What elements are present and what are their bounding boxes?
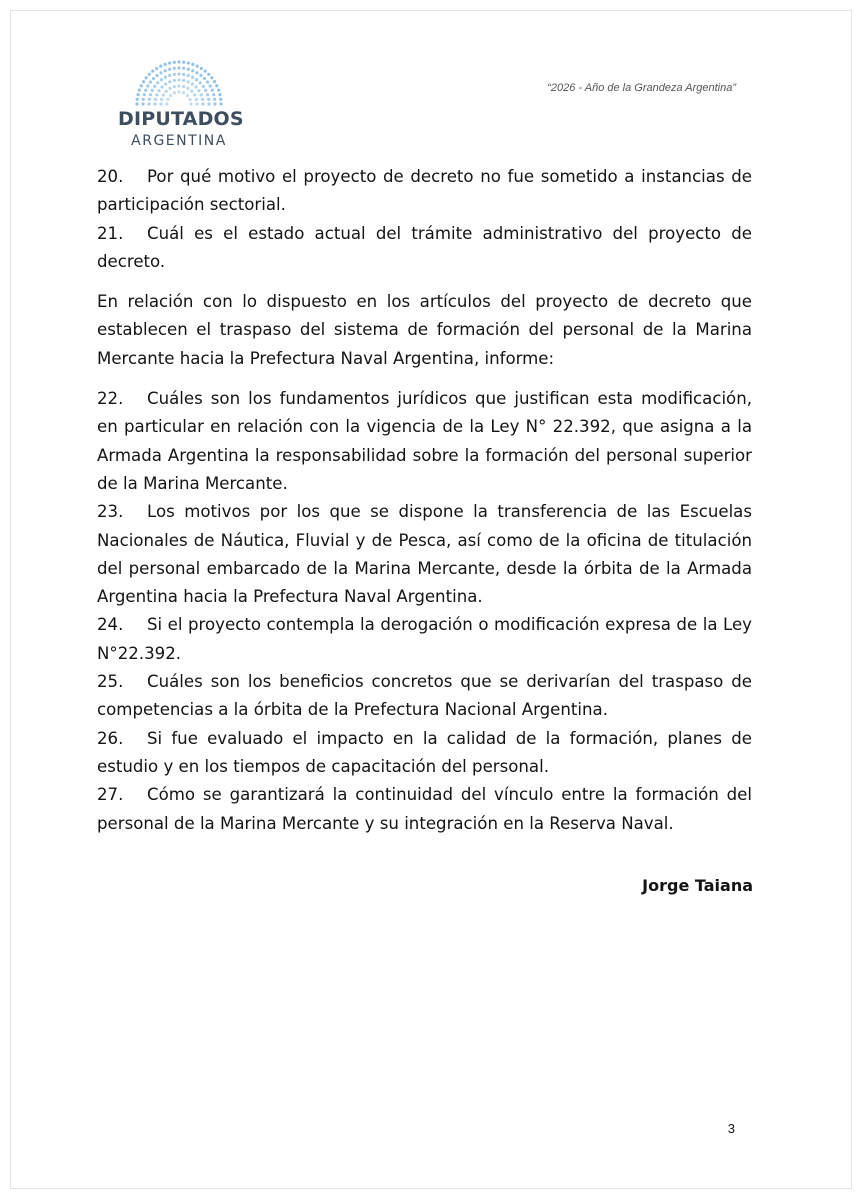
logo-dot bbox=[151, 89, 154, 92]
logo-dot bbox=[199, 74, 202, 77]
logo-dot bbox=[206, 93, 209, 96]
logo-dot bbox=[159, 102, 162, 105]
header-motto: “2026 - Año de la Grandeza Argentina” bbox=[547, 82, 736, 94]
logo-dot bbox=[173, 79, 176, 82]
logo-dot bbox=[199, 81, 202, 84]
logo-dot bbox=[168, 74, 171, 77]
logo-dot bbox=[201, 102, 204, 105]
hemicycle-icon bbox=[134, 58, 224, 106]
intro-paragraph: En relación con lo dispuesto en los artículos del proyecto de decreto que establecen el traspaso del sistema de formación del personal de la Marina Mercante hacia la Prefectura Naval Argentina, informe: bbox=[97, 292, 752, 368]
logo-dot bbox=[177, 60, 180, 63]
logo-dot bbox=[195, 71, 198, 74]
item-text: Cuáles son los fundamentos jurídicos que justifican esta modificación, en particular en relación con la vigencia de la Ley N° 22.392, que asigna a la Armada Argentina la responsabilidad sobre la formación del personal superior de la Marina Mercante. bbox=[97, 389, 752, 493]
logo-dot bbox=[182, 79, 185, 82]
item-number: 25. bbox=[97, 672, 124, 692]
logo-dot bbox=[153, 102, 156, 105]
diputados-logo bbox=[118, 58, 244, 150]
logo-dot bbox=[140, 84, 143, 87]
logo-dot bbox=[187, 80, 190, 83]
logo-dot bbox=[190, 90, 193, 93]
logo-dot bbox=[177, 78, 180, 81]
logo-dot bbox=[168, 80, 171, 83]
logo-dot bbox=[188, 98, 191, 101]
logo-dot bbox=[213, 98, 216, 101]
logo-title: DIPUTADOS bbox=[118, 108, 244, 130]
logo-dot bbox=[152, 77, 155, 80]
logo-dot bbox=[194, 85, 197, 88]
logo-dot bbox=[155, 74, 158, 77]
logo-dot bbox=[148, 98, 151, 101]
logo-dot bbox=[215, 84, 218, 87]
logo-dot bbox=[169, 94, 172, 97]
logo-dot bbox=[164, 63, 167, 66]
logo-dot bbox=[136, 93, 139, 96]
logo-dot bbox=[191, 82, 194, 85]
item-text: Si fue evaluado el impacto en la calidad de la formación, planes de estudio y en los tiempos de capacitación del personal. bbox=[97, 728, 752, 776]
logo-dot bbox=[160, 78, 163, 81]
logo-dot bbox=[143, 93, 146, 96]
logo-dot bbox=[157, 89, 160, 92]
logo-dot bbox=[162, 93, 165, 96]
logo-dot bbox=[195, 98, 198, 101]
logo-dot bbox=[219, 98, 222, 101]
page-number: 3 bbox=[727, 1121, 735, 1136]
logo-dot bbox=[187, 68, 190, 71]
list-item-22 bbox=[97, 385, 752, 498]
logo-dot bbox=[182, 91, 185, 94]
logo-dot bbox=[156, 81, 159, 84]
item-number: 23. bbox=[97, 502, 124, 522]
logo-dot bbox=[219, 102, 222, 105]
logo-dot bbox=[168, 68, 171, 71]
item-number: 21. bbox=[97, 223, 124, 243]
logo-dot bbox=[197, 89, 200, 92]
logo-dot bbox=[136, 98, 139, 101]
list-item-27 bbox=[97, 781, 752, 838]
logo-dot bbox=[148, 73, 151, 76]
logo-dot bbox=[186, 94, 189, 97]
logo-dot bbox=[149, 80, 152, 83]
logo-dot bbox=[146, 84, 149, 87]
logo-dot bbox=[138, 89, 141, 92]
logo-dot bbox=[165, 102, 168, 105]
logo-dot bbox=[200, 67, 203, 70]
logo-dot bbox=[168, 87, 171, 90]
logo-dot bbox=[209, 84, 212, 87]
logo-dot bbox=[164, 69, 167, 72]
logo-dot bbox=[207, 98, 210, 101]
logo-dot bbox=[187, 74, 190, 77]
logo-dot bbox=[200, 93, 203, 96]
logo-dot bbox=[182, 73, 185, 76]
logo-dot bbox=[210, 76, 213, 79]
logo-dot bbox=[147, 102, 150, 105]
logo-dot bbox=[195, 78, 198, 81]
list-item-23 bbox=[97, 498, 752, 611]
item-number: 22. bbox=[97, 389, 124, 409]
logo-dot bbox=[204, 89, 207, 92]
item-text: Cuáles son los beneficios concretos que se derivarían del traspaso de competencias a la órbita de la Prefectura Nacional Argentina. bbox=[97, 672, 752, 720]
list-item-24 bbox=[97, 611, 752, 668]
logo-dot bbox=[154, 98, 157, 101]
item-text: Cuál es el estado actual del trámite administrativo del proyecto de decreto. bbox=[97, 223, 752, 271]
item-number: 24. bbox=[97, 615, 124, 635]
logo-dot bbox=[217, 89, 220, 92]
logo-dot bbox=[141, 102, 144, 105]
logo-dot bbox=[207, 73, 210, 76]
item-text: Los motivos por los que se dispone la transferencia de las Escuelas Nacionales de Náutica, Fluvial y de Pesca, así como de la oficina de titulación del personal embarcado de la Marina Mercante, desde la órbita de la Armada Argentina hacia la Prefectura Naval Argentina. bbox=[97, 502, 752, 607]
item-text: Si el proyecto contempla la derogación o modificación expresa de la Ley N°22.392. bbox=[97, 615, 752, 663]
logo-dot bbox=[149, 93, 152, 96]
item-number: 20. bbox=[97, 167, 124, 186]
logo-dot bbox=[193, 93, 196, 96]
logo-dot bbox=[164, 76, 167, 79]
item-number: 26. bbox=[97, 728, 124, 748]
item-text: Por qué motivo el proyecto de decreto no fue sometido a instancias de participación sectorial. bbox=[97, 167, 752, 215]
logo-dot bbox=[182, 67, 185, 70]
logo-dot bbox=[166, 98, 169, 101]
list-item-25 bbox=[97, 668, 752, 725]
logo-dot bbox=[213, 80, 216, 83]
logo-dot bbox=[159, 71, 162, 74]
logo-dot bbox=[202, 85, 205, 88]
logo-dot bbox=[177, 66, 180, 69]
logo-dot bbox=[155, 67, 158, 70]
logo-dot bbox=[191, 76, 194, 79]
logo-dot bbox=[206, 80, 209, 83]
logo-dot bbox=[207, 102, 210, 105]
logo-dot bbox=[173, 73, 176, 76]
list-item-20 bbox=[97, 163, 752, 220]
logo-dot bbox=[142, 80, 145, 83]
list-item-26 bbox=[97, 725, 752, 782]
logo-dot bbox=[160, 85, 163, 88]
logo-dot bbox=[212, 93, 215, 96]
logo-dot bbox=[173, 91, 176, 94]
logo-dot bbox=[177, 84, 180, 87]
item-number: 27. bbox=[97, 785, 124, 805]
logo-dot bbox=[145, 76, 148, 79]
logo-dot bbox=[189, 102, 192, 105]
logo-dot bbox=[160, 98, 163, 101]
logo-dot bbox=[182, 85, 185, 88]
logo-dot bbox=[196, 65, 199, 68]
logo-dot bbox=[165, 90, 168, 93]
logo-dot bbox=[187, 61, 190, 64]
logo-dot bbox=[173, 85, 176, 88]
logo-dot bbox=[164, 82, 167, 85]
item-text: Cómo se garantizará la continuidad del vínculo entre la formación del personal de la Marina Mercante y su integración en la Reserva Naval. bbox=[97, 785, 752, 833]
signature: Jorge Taiana bbox=[642, 876, 753, 895]
logo-dot bbox=[155, 93, 158, 96]
logo-dot bbox=[201, 98, 204, 101]
logo-dot bbox=[204, 70, 207, 73]
logo-dot bbox=[218, 93, 221, 96]
logo-dot bbox=[144, 89, 147, 92]
document-body bbox=[97, 163, 752, 838]
logo-dot bbox=[173, 61, 176, 64]
list-item-21 bbox=[97, 220, 752, 277]
logo-dot bbox=[153, 85, 156, 88]
logo-dot bbox=[142, 98, 145, 101]
logo-dot bbox=[177, 90, 180, 93]
logo-dot bbox=[182, 61, 185, 64]
logo-subtitle: ARGENTINA bbox=[131, 133, 227, 149]
logo-dot bbox=[151, 70, 154, 73]
logo-dot bbox=[191, 69, 194, 72]
logo-dot bbox=[168, 61, 171, 64]
logo-dot bbox=[173, 67, 176, 70]
logo-dot bbox=[211, 89, 214, 92]
logo-dot bbox=[159, 65, 162, 68]
logo-dot bbox=[195, 102, 198, 105]
logo-dot bbox=[135, 102, 138, 105]
logo-dot bbox=[191, 63, 194, 66]
logo-dot bbox=[186, 87, 189, 90]
logo-dot bbox=[213, 102, 216, 105]
logo-dot bbox=[177, 72, 180, 75]
logo-dot bbox=[203, 77, 206, 80]
